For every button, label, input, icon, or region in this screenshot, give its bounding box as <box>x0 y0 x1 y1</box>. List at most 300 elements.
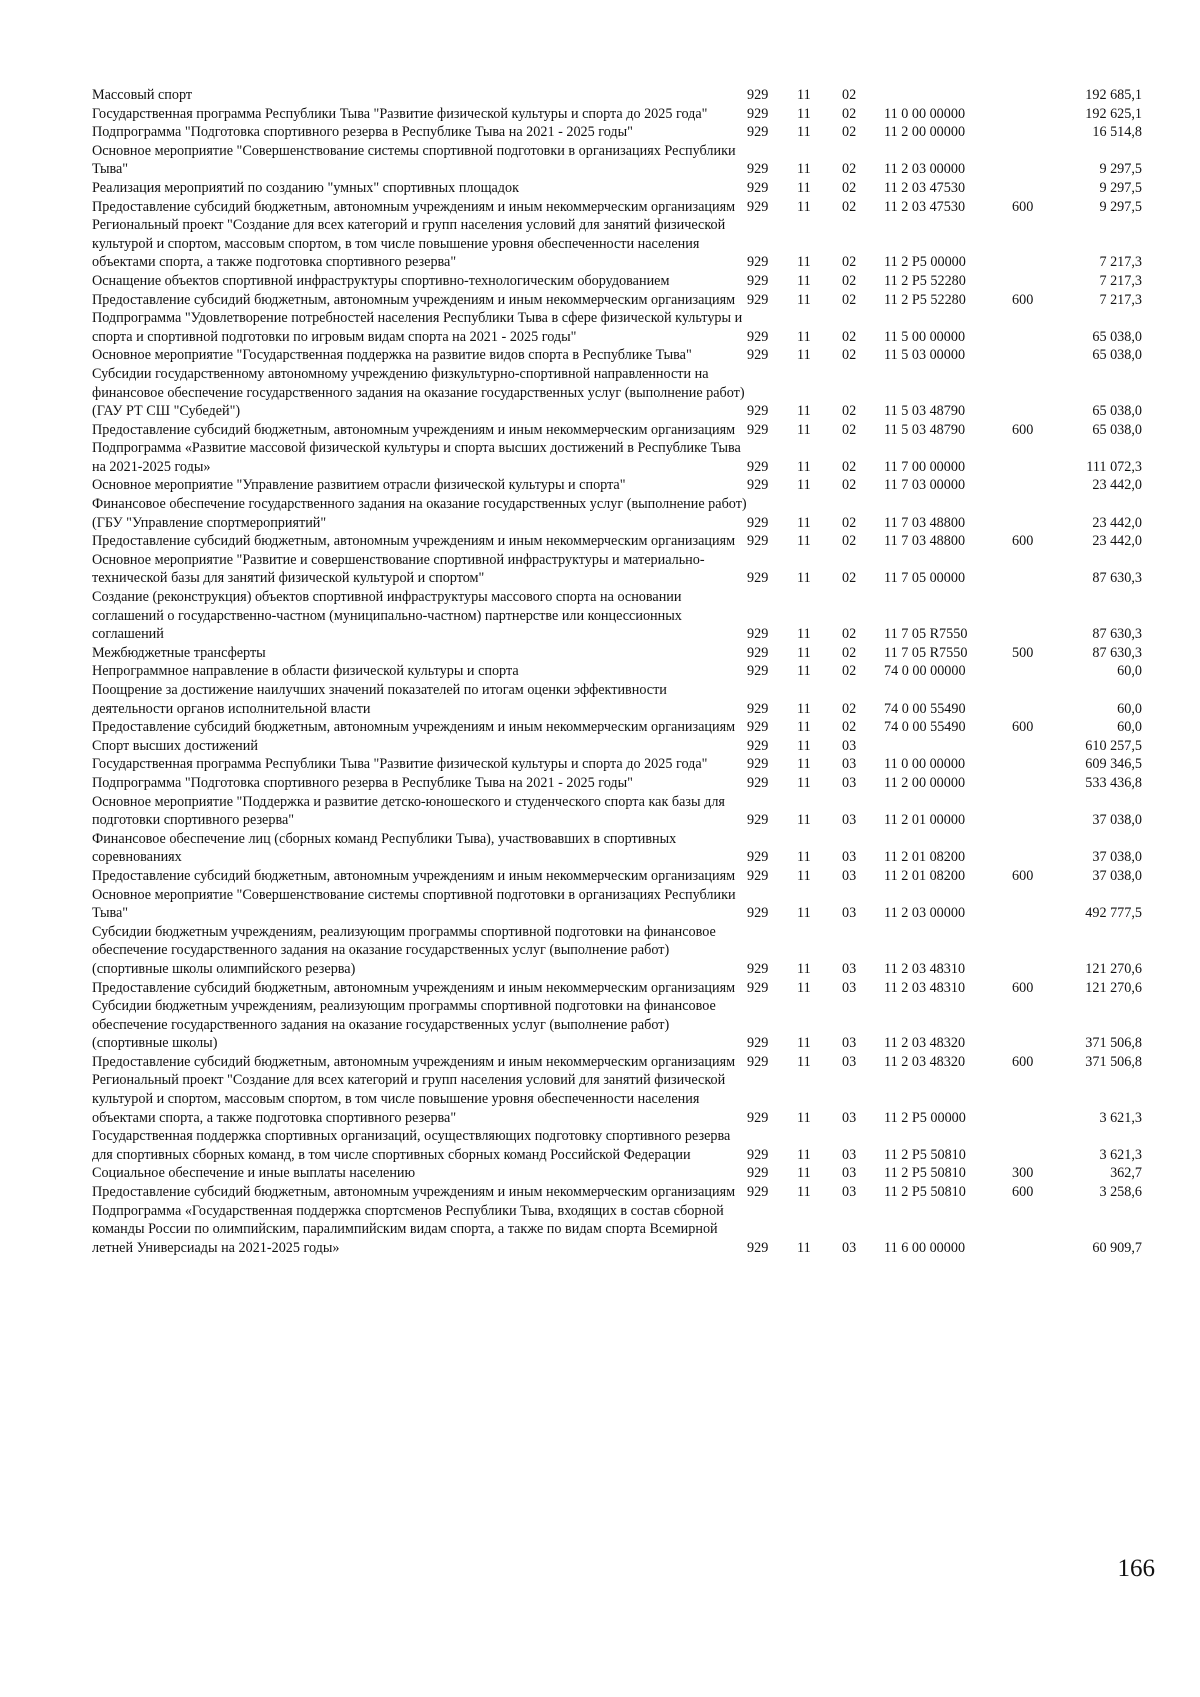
expense-type-code <box>1012 216 1062 272</box>
row-name: Основное мероприятие "Управление развитием отрасли физической культуры и спорта" <box>92 477 626 494</box>
amount: 9 297,5 <box>1099 198 1142 215</box>
expense-type-code <box>1012 774 1062 793</box>
section-code: 11 <box>797 272 811 289</box>
subsection-code: 02 <box>842 477 857 494</box>
target-article-code: 11 2 P5 52280 <box>884 291 966 308</box>
table-row <box>92 291 1142 310</box>
target-article-code: 11 7 03 48800 <box>884 514 966 531</box>
expense-type-code <box>1012 495 1062 532</box>
target-article-code: 11 2 03 48320 <box>884 1053 966 1070</box>
row-name: Подпрограмма "Подготовка спортивного резерва в Республике Тыва на 2021 - 2025 годы" <box>92 774 633 791</box>
subsection-code: 02 <box>842 198 857 215</box>
table-row <box>92 551 1142 588</box>
amount: 371 506,8 <box>1085 1035 1142 1052</box>
row-name: Основное мероприятие "Развитие и совершенствование спортивной инфраструктуры и материально-технической базы для занятий физической культурой и спортом" <box>92 551 705 587</box>
expense-type-code: 300 <box>1012 1165 1034 1182</box>
subsection-code: 03 <box>842 737 857 754</box>
subsection-code: 03 <box>842 960 857 977</box>
department-code: 929 <box>747 533 769 550</box>
section-code: 11 <box>797 1165 811 1182</box>
section-code: 11 <box>797 533 811 550</box>
amount: 65 038,0 <box>1092 347 1142 364</box>
target-article-code: 11 0 00 00000 <box>884 756 966 773</box>
row-name: Подпрограмма «Государственная поддержка спортсменов Республики Тыва, входящих в состав сборной команды России по олимпийским, паралимпийским видам спорта, а также по видам спорта Всемирной летней Универсиады на 2021-2025 годы» <box>92 1202 724 1256</box>
target-article-code: 11 2 03 47530 <box>884 179 966 196</box>
amount: 60,0 <box>1117 663 1142 680</box>
table-row <box>92 216 1142 272</box>
expense-type-code: 600 <box>1012 979 1034 996</box>
section-code: 11 <box>797 198 811 215</box>
subsection-code: 02 <box>842 87 857 103</box>
section-code: 11 <box>797 756 811 773</box>
table-row <box>92 867 1142 886</box>
table-row <box>92 439 1142 476</box>
department-code: 929 <box>747 403 769 420</box>
section-code: 11 <box>797 477 811 494</box>
budget-rows <box>92 86 1142 1257</box>
row-name: Предоставление субсидий бюджетным, автономным учреждениям и иным некоммерческим организациям <box>92 719 736 736</box>
target-article-code: 11 2 03 47530 <box>884 198 966 215</box>
page-number: 166 <box>1117 1555 1155 1582</box>
section-code: 11 <box>797 1053 811 1070</box>
subsection-code: 03 <box>842 1165 857 1182</box>
section-code: 11 <box>797 87 811 103</box>
subsection-code: 03 <box>842 1184 857 1201</box>
expense-type-code <box>1012 1202 1062 1258</box>
amount: 23 442,0 <box>1092 533 1142 550</box>
row-name: Основное мероприятие "Государственная поддержка на развитие видов спорта в Республике Тыва" <box>92 347 692 364</box>
department-code: 929 <box>747 291 769 308</box>
section-code: 11 <box>797 867 811 884</box>
department-code: 929 <box>747 421 769 438</box>
table-row <box>92 532 1142 551</box>
subsection-code: 02 <box>842 570 857 587</box>
department-code: 929 <box>747 774 769 791</box>
target-article-code: 11 2 P5 52280 <box>884 272 966 289</box>
section-code: 11 <box>797 812 811 829</box>
expense-type-code <box>1012 793 1062 830</box>
amount: 609 346,5 <box>1085 756 1142 773</box>
amount: 60 909,7 <box>1092 1239 1142 1256</box>
section-code: 11 <box>797 291 811 308</box>
subsection-code: 02 <box>842 421 857 438</box>
amount: 121 270,6 <box>1085 979 1142 996</box>
table-row <box>92 923 1142 979</box>
amount: 3 621,3 <box>1099 1109 1142 1126</box>
table-row <box>92 198 1142 217</box>
expense-type-code <box>1012 1071 1062 1127</box>
target-article-code: 11 2 00 00000 <box>884 124 966 141</box>
amount: 3 621,3 <box>1099 1146 1142 1163</box>
amount: 37 038,0 <box>1092 812 1142 829</box>
table-row <box>92 476 1142 495</box>
department-code: 929 <box>747 849 769 866</box>
table-row <box>92 365 1142 421</box>
row-name: Подпрограмма "Подготовка спортивного резерва в Республике Тыва на 2021 - 2025 годы" <box>92 124 633 141</box>
target-article-code: 11 7 05 R7550 <box>884 626 968 643</box>
target-article-code: 11 2 01 08200 <box>884 867 966 884</box>
expense-type-code: 600 <box>1012 719 1034 736</box>
amount: 16 514,8 <box>1092 124 1142 141</box>
table-row <box>92 1164 1142 1183</box>
expense-type-code <box>1012 123 1062 142</box>
section-code: 11 <box>797 570 811 587</box>
section-code: 11 <box>797 1146 811 1163</box>
section-code: 11 <box>797 849 811 866</box>
row-name: Предоставление субсидий бюджетным, автономным учреждениям и иным некоммерческим организациям <box>92 533 736 550</box>
row-name: Массовый спорт <box>92 87 193 103</box>
subsection-code: 02 <box>842 533 857 550</box>
department-code: 929 <box>747 644 769 661</box>
department-code: 929 <box>747 905 769 922</box>
amount: 37 038,0 <box>1092 849 1142 866</box>
row-name: Предоставление субсидий бюджетным, автономным учреждениям и иным некоммерческим организациям <box>92 198 736 215</box>
row-name: Финансовое обеспечение лиц (сборных команд Республики Тыва), участвовавших в спортивных соревнованиях <box>92 830 677 866</box>
subsection-code: 02 <box>842 105 857 122</box>
target-article-code <box>884 86 1012 105</box>
amount: 111 072,3 <box>1086 458 1142 475</box>
table-row <box>92 681 1142 718</box>
row-name: Основное мероприятие "Совершенствование системы спортивной подготовки в организациях Республики Тыва" <box>92 886 736 922</box>
amount: 610 257,5 <box>1085 737 1142 754</box>
target-article-code: 11 7 03 48800 <box>884 533 966 550</box>
expense-type-code <box>1012 86 1062 105</box>
subsection-code: 02 <box>842 272 857 289</box>
target-article-code: 11 2 01 08200 <box>884 849 966 866</box>
amount: 23 442,0 <box>1092 477 1142 494</box>
table-row <box>92 755 1142 774</box>
target-article-code: 11 5 03 48790 <box>884 403 966 420</box>
table-row <box>92 86 1142 105</box>
section-code: 11 <box>797 774 811 791</box>
row-name: Государственная поддержка спортивных организаций, осуществляющих подготовку спортивного резерва для спортивных сборных команд, в том числе спортивных сборных команд Российской Федерации <box>92 1128 731 1163</box>
target-article-code: 11 7 00 00000 <box>884 458 966 475</box>
row-name: Спорт высших достижений <box>92 737 258 754</box>
expense-type-code: 600 <box>1012 421 1034 438</box>
target-article-code: 11 2 P5 00000 <box>884 1109 966 1126</box>
amount: 7 217,3 <box>1099 291 1142 308</box>
section-code: 11 <box>797 458 811 475</box>
row-name: Субсидии бюджетным учреждениям, реализующим программы спортивной подготовки на финансовое обеспечение государственного задания на оказание государственных услуг (выполнение работ) (спортивные школы) <box>92 998 716 1052</box>
target-article-code: 74 0 00 55490 <box>884 719 966 736</box>
amount: 492 777,5 <box>1085 905 1142 922</box>
subsection-code: 03 <box>842 1109 857 1126</box>
row-name: Субсидии государственному автономному учреждению физкультурно-спортивной направленности на финансовое обеспечение государственного задания на оказание государственных услуг (выполнение работ) (ГАУ РТ СШ "Субедей") <box>92 365 745 420</box>
target-article-code: 11 2 03 48310 <box>884 979 966 996</box>
amount: 7 217,3 <box>1099 272 1142 289</box>
table-row <box>92 1127 1142 1164</box>
subsection-code: 03 <box>842 1035 857 1052</box>
expense-type-code <box>1012 439 1062 476</box>
amount: 9 297,5 <box>1099 179 1142 196</box>
amount: 23 442,0 <box>1092 514 1142 531</box>
table-row <box>92 830 1142 867</box>
department-code: 929 <box>747 570 769 587</box>
target-article-code: 11 6 00 00000 <box>884 1239 966 1256</box>
table-row <box>92 979 1142 998</box>
department-code: 929 <box>747 179 769 196</box>
section-code: 11 <box>797 719 811 736</box>
target-article-code: 11 5 00 00000 <box>884 328 966 345</box>
section-code: 11 <box>797 979 811 996</box>
amount: 87 630,3 <box>1092 644 1142 661</box>
department-code: 929 <box>747 458 769 475</box>
subsection-code: 02 <box>842 347 857 364</box>
row-name: Субсидии бюджетным учреждениям, реализующим программы спортивной подготовки на финансовое обеспечение государственного задания на оказание государственных услуг (выполнение работ) (спортивные школы олимпийского резерва) <box>92 923 716 977</box>
department-code: 929 <box>747 663 769 680</box>
table-row <box>92 644 1142 663</box>
department-code: 929 <box>747 477 769 494</box>
amount: 362,7 <box>1110 1165 1142 1182</box>
expense-type-code: 600 <box>1012 867 1034 884</box>
department-code: 929 <box>747 105 769 122</box>
row-name: Региональный проект "Создание для всех категорий и групп населения условий для занятий физической культурой и спортом, массовым спортом, в том числе повышение уровня обеспеченности населения объектами спорта, а также подготовка спортивного резерва" <box>92 1072 726 1126</box>
department-code: 929 <box>747 1146 769 1163</box>
subsection-code: 02 <box>842 458 857 475</box>
amount: 3 258,6 <box>1099 1184 1142 1201</box>
target-article-code: 11 0 00 00000 <box>884 105 966 122</box>
department-code: 929 <box>747 867 769 884</box>
department-code: 929 <box>747 254 769 271</box>
expense-type-code <box>1012 551 1062 588</box>
row-name: Подпрограмма "Удовлетворение потребностей населения Республики Тыва в сфере физической культуры и спорта и спортивной подготовки по игровым видам спорта на 2021 - 2025 годы" <box>92 310 743 345</box>
department-code: 929 <box>747 1165 769 1182</box>
target-article-code: 11 2 03 00000 <box>884 161 966 178</box>
expense-type-code <box>1012 142 1062 179</box>
expense-type-code <box>1012 588 1062 644</box>
expense-type-code: 600 <box>1012 1053 1034 1070</box>
department-code: 929 <box>747 1109 769 1126</box>
row-name: Основное мероприятие "Совершенствование системы спортивной подготовки в организациях Республики Тыва" <box>92 142 736 178</box>
department-code: 929 <box>747 272 769 289</box>
target-article-code: 11 5 03 00000 <box>884 347 966 364</box>
department-code: 929 <box>747 1035 769 1052</box>
target-article-code <box>884 737 1012 756</box>
subsection-code: 03 <box>842 1146 857 1163</box>
amount: 7 217,3 <box>1099 254 1142 271</box>
table-row <box>92 588 1142 644</box>
section-code: 11 <box>797 700 811 717</box>
expense-type-code <box>1012 886 1062 923</box>
row-name: Государственная программа Республики Тыва "Развитие физической культуры и спорта до 2025 года" <box>92 756 708 773</box>
subsection-code: 02 <box>842 161 857 178</box>
expense-type-code <box>1012 272 1062 291</box>
department-code: 929 <box>747 198 769 215</box>
expense-type-code <box>1012 755 1062 774</box>
target-article-code: 11 2 P5 50810 <box>884 1184 966 1201</box>
department-code: 929 <box>747 960 769 977</box>
row-name: Предоставление субсидий бюджетным, автономным учреждениям и иным некоммерческим организациям <box>92 979 736 996</box>
department-code: 929 <box>747 737 769 754</box>
table-row <box>92 179 1142 198</box>
target-article-code: 11 2 03 48310 <box>884 960 966 977</box>
subsection-code: 03 <box>842 1053 857 1070</box>
expense-type-code: 600 <box>1012 198 1034 215</box>
department-code: 929 <box>747 328 769 345</box>
subsection-code: 02 <box>842 179 857 196</box>
department-code: 929 <box>747 1053 769 1070</box>
target-article-code: 11 7 03 00000 <box>884 477 966 494</box>
section-code: 11 <box>797 514 811 531</box>
subsection-code: 02 <box>842 291 857 308</box>
row-name: Реализация мероприятий по созданию "умных" спортивных площадок <box>92 179 520 196</box>
section-code: 11 <box>797 1184 811 1201</box>
expense-type-code <box>1012 105 1062 124</box>
table-row <box>92 997 1142 1053</box>
table-row <box>92 346 1142 365</box>
target-article-code: 11 2 P5 50810 <box>884 1165 966 1182</box>
table-row <box>92 886 1142 923</box>
section-code: 11 <box>797 960 811 977</box>
expense-type-code <box>1012 830 1062 867</box>
amount: 37 038,0 <box>1092 867 1142 884</box>
subsection-code: 03 <box>842 867 857 884</box>
section-code: 11 <box>797 254 811 271</box>
amount: 192 625,1 <box>1085 105 1142 122</box>
row-name: Социальное обеспечение и иные выплаты населению <box>92 1165 416 1182</box>
row-name: Предоставление субсидий бюджетным, автономным учреждениям и иным некоммерческим организациям <box>92 1184 736 1201</box>
expense-type-code <box>1012 681 1062 718</box>
department-code: 929 <box>747 124 769 141</box>
amount: 60,0 <box>1117 719 1142 736</box>
expense-type-code <box>1012 662 1062 681</box>
table-row <box>92 309 1142 346</box>
row-name: Предоставление субсидий бюджетным, автономным учреждениям и иным некоммерческим организациям <box>92 421 736 438</box>
target-article-code: 11 2 P5 50810 <box>884 1146 966 1163</box>
table-row <box>92 105 1142 124</box>
target-article-code: 11 7 05 R7550 <box>884 644 968 661</box>
budget-table <box>92 86 1142 1257</box>
section-code: 11 <box>797 421 811 438</box>
target-article-code: 11 7 05 00000 <box>884 570 966 587</box>
table-row <box>92 1053 1142 1072</box>
subsection-code: 02 <box>842 663 857 680</box>
subsection-code: 03 <box>842 1239 857 1256</box>
table-row <box>92 662 1142 681</box>
department-code: 929 <box>747 812 769 829</box>
section-code: 11 <box>797 1035 811 1052</box>
subsection-code: 03 <box>842 979 857 996</box>
expense-type-code <box>1012 737 1062 756</box>
section-code: 11 <box>797 124 811 141</box>
row-name: Создание (реконструкция) объектов спортивной инфраструктуры массового спорта на основании соглашений о государственно-частном (муниципально-частном) партнерстве или концессионных соглашений <box>92 589 682 643</box>
section-code: 11 <box>797 644 811 661</box>
department-code: 929 <box>747 1184 769 1201</box>
subsection-code: 03 <box>842 849 857 866</box>
amount: 192 685,1 <box>1085 87 1142 103</box>
amount: 371 506,8 <box>1085 1053 1142 1070</box>
row-name: Межбюджетные трансферты <box>92 644 266 661</box>
amount: 65 038,0 <box>1092 421 1142 438</box>
section-code: 11 <box>797 328 811 345</box>
amount: 9 297,5 <box>1099 161 1142 178</box>
department-code: 929 <box>747 756 769 773</box>
amount: 121 270,6 <box>1085 960 1142 977</box>
table-row <box>92 123 1142 142</box>
target-article-code: 11 2 00 00000 <box>884 774 966 791</box>
subsection-code: 02 <box>842 514 857 531</box>
section-code: 11 <box>797 347 811 364</box>
subsection-code: 02 <box>842 626 857 643</box>
subsection-code: 02 <box>842 700 857 717</box>
row-name: Финансовое обеспечение государственного задания на оказание государственных услуг (выполнение работ) (ГБУ "Управление спортмероприятий" <box>92 496 747 531</box>
subsection-code: 02 <box>842 719 857 736</box>
table-row <box>92 1183 1142 1202</box>
section-code: 11 <box>797 179 811 196</box>
expense-type-code <box>1012 476 1062 495</box>
department-code: 929 <box>747 979 769 996</box>
subsection-code: 02 <box>842 254 857 271</box>
table-row <box>92 495 1142 532</box>
subsection-code: 02 <box>842 644 857 661</box>
department-code: 929 <box>747 700 769 717</box>
expense-type-code <box>1012 346 1062 365</box>
department-code: 929 <box>747 87 769 103</box>
target-article-code: 11 2 P5 00000 <box>884 254 966 271</box>
expense-type-code: 500 <box>1012 644 1034 661</box>
table-row <box>92 272 1142 291</box>
table-row <box>92 421 1142 440</box>
department-code: 929 <box>747 514 769 531</box>
expense-type-code <box>1012 997 1062 1053</box>
target-article-code: 11 2 01 00000 <box>884 812 966 829</box>
subsection-code: 03 <box>842 774 857 791</box>
subsection-code: 02 <box>842 124 857 141</box>
table-row <box>92 793 1142 830</box>
row-name: Поощрение за достижение наилучших значений показателей по итогам оценки эффективности деятельности органов исполнительной власти <box>92 682 667 717</box>
row-name: Основное мероприятие "Поддержка и развитие детско-юношеского и студенческого спорта как базы для подготовки спортивного резерва" <box>92 793 725 829</box>
department-code: 929 <box>747 719 769 736</box>
expense-type-code: 600 <box>1012 1184 1034 1201</box>
section-code: 11 <box>797 626 811 643</box>
department-code: 929 <box>747 1239 769 1256</box>
department-code: 929 <box>747 161 769 178</box>
expense-type-code: 600 <box>1012 291 1034 308</box>
row-name: Оснащение объектов спортивной инфраструктуры спортивно-технологическим оборудованием <box>92 272 670 289</box>
row-name: Предоставление субсидий бюджетным, автономным учреждениям и иным некоммерческим организациям <box>92 291 736 308</box>
section-code: 11 <box>797 905 811 922</box>
amount: 65 038,0 <box>1092 403 1142 420</box>
amount: 533 436,8 <box>1085 774 1142 791</box>
amount: 87 630,3 <box>1092 626 1142 643</box>
subsection-code: 02 <box>842 328 857 345</box>
amount: 87 630,3 <box>1092 570 1142 587</box>
section-code: 11 <box>797 1239 811 1256</box>
table-row <box>92 774 1142 793</box>
department-code: 929 <box>747 626 769 643</box>
amount: 60,0 <box>1117 700 1142 717</box>
table-row <box>92 737 1142 756</box>
expense-type-code <box>1012 1127 1062 1164</box>
section-code: 11 <box>797 161 811 178</box>
target-article-code: 11 2 03 00000 <box>884 905 966 922</box>
row-name: Непрограммное направление в области физической культуры и спорта <box>92 663 519 680</box>
target-article-code: 11 5 03 48790 <box>884 421 966 438</box>
table-row <box>92 1071 1142 1127</box>
section-code: 11 <box>797 403 811 420</box>
row-name: Предоставление субсидий бюджетным, автономным учреждениям и иным некоммерческим организациям <box>92 1053 736 1070</box>
target-article-code: 74 0 00 00000 <box>884 663 966 680</box>
row-name: Государственная программа Республики Тыва "Развитие физической культуры и спорта до 2025 года" <box>92 105 708 122</box>
row-name: Региональный проект "Создание для всех категорий и групп населения условий для занятий физической культурой и спортом, массовым спортом, в том числе повышение уровня обеспеченности населения объектами спорта, а также подготовка спортивного резерва" <box>92 217 726 271</box>
expense-type-code <box>1012 365 1062 421</box>
row-name: Предоставление субсидий бюджетным, автономным учреждениям и иным некоммерческим организациям <box>92 867 736 884</box>
subsection-code: 03 <box>842 905 857 922</box>
table-row <box>92 142 1142 179</box>
section-code: 11 <box>797 737 811 754</box>
subsection-code: 03 <box>842 756 857 773</box>
amount: 65 038,0 <box>1092 328 1142 345</box>
